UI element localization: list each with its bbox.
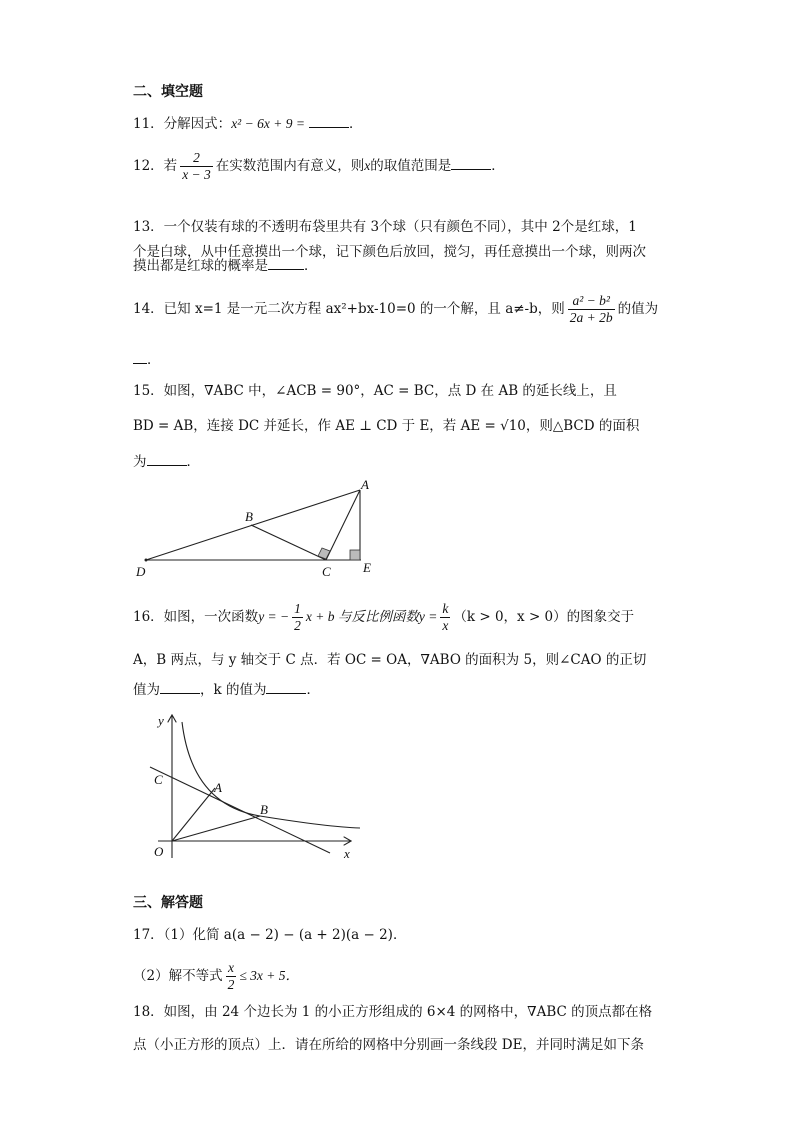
- question-15-line-1: 15．如图，∇ABC 中，∠ACB = 90°，AC = BC，点 D 在 AB 的延长线上，且: [133, 383, 617, 399]
- question-13-line-1: 13．一个仅装有球的不透明布袋里共有 3个球（只有颜色不同），其中 2个是红球，1: [133, 219, 637, 235]
- q12-number: 12．若: [133, 158, 178, 174]
- q14-text: 14．已知 x=1 是一元二次方程 ax²+bx-10=0 的一个解，且 a≠-b，则: [133, 301, 565, 317]
- question-16-line-2: A，B 两点，与 y 轴交于 C 点．若 OC = OA，∇ABO 的面积为 5，则∠CAO 的正切: [133, 652, 647, 668]
- label-b: B: [245, 509, 253, 524]
- point-d: [145, 559, 148, 562]
- q14-fraction: $\frac{\text{a² − b²}}{2a + 2b}$: [569, 293, 613, 325]
- question-14-line-2: ．: [133, 350, 161, 370]
- line-ca: [326, 490, 360, 560]
- question-15-line-2: BD = AB，连接 DC 并延长，作 AE ⊥ CD 于 E，若 AE = √10，则△BCD 的面积: [133, 418, 640, 434]
- question-17-part-2: （2）解不等式 $\frac{x}{2}$ ≤ 3x + 5．: [133, 960, 299, 992]
- line-da: [146, 490, 360, 560]
- question-12: [133, 150, 505, 183]
- q11-text: 分解因式：: [163, 116, 232, 132]
- question-13-line-2: 个是白球，从中任意摸出一个球，记下颜色后放回，搅匀，再任意摸出一个球，则两次: [133, 244, 646, 260]
- q12-var: x: [364, 158, 371, 173]
- q12-fraction: $\frac{2}{x - 3}$: [182, 150, 211, 182]
- question-18-line-2: 点（小正方形的顶点）上．请在所给的网格中分别画一条线段 DE，并同时满足如下条: [133, 1037, 644, 1053]
- q12-text: 在实数范围内有意义，则: [215, 158, 365, 174]
- question-13-line-3: 摸出都是红球的概率是 ．: [133, 258, 318, 274]
- q12-end: ．: [491, 158, 505, 174]
- question-14: [133, 293, 658, 326]
- question-18-line-1: 18．如图，由 24 个边长为 1 的小正方形组成的 6×4 的网格中，∇ABC 的顶点都在格: [133, 1004, 653, 1020]
- right-angle-mark-e: [350, 550, 360, 560]
- question-16-line-3: 值为 ，k 的值为 ．: [133, 682, 320, 698]
- q15-triangle-figure: [130, 478, 390, 580]
- q11-expression: x² − 6x + 9 =: [231, 116, 305, 131]
- question-16-line-1: 16．如图，一次函数y = − $\frac{1}{2}$ x + b 与反比例函数y = $\frac{k}{x}$ （k > 0，x > 0）的图象交于: [133, 601, 635, 633]
- q12-answer-blank[interactable]: [451, 157, 491, 170]
- label-d: D: [136, 564, 146, 579]
- label-e: E: [363, 560, 371, 575]
- q13-answer-blank[interactable]: [268, 257, 304, 270]
- label-c: C: [154, 772, 163, 787]
- question-15-line-3: 为 ．: [133, 454, 200, 470]
- section-title-fill-blank: 二、填空题: [133, 84, 203, 100]
- label-c: C: [322, 564, 331, 579]
- question-11: [133, 114, 362, 134]
- q17-fraction: $\frac{x}{2}$: [227, 960, 235, 992]
- question-17-part-1: 17．（1）化简 a(a − 2) − (a + 2)(a − 2)．: [133, 927, 407, 943]
- q16-answer-blank-2[interactable]: [266, 681, 306, 694]
- label-o: O: [154, 844, 164, 859]
- q16-answer-blank-1[interactable]: [160, 681, 200, 694]
- segment-oa: [172, 788, 215, 841]
- label-y: y: [158, 713, 164, 728]
- q16-fraction-half: $\frac{1}{2}$: [294, 601, 301, 633]
- q14-answer-blank[interactable]: [133, 351, 147, 364]
- q14-text2: 的值为: [617, 301, 659, 317]
- q12-text2: 的取值范围是: [370, 158, 452, 174]
- segment-ob: [172, 816, 260, 841]
- q16-fraction-k-over-x: $\frac{k}{x}$: [442, 601, 449, 633]
- label-x: x: [344, 846, 350, 861]
- q11-answer-blank[interactable]: [309, 115, 349, 128]
- label-a: A: [214, 780, 222, 795]
- q16-function-graph: [140, 710, 370, 865]
- label-a: A: [361, 478, 369, 492]
- q11-end: ．: [348, 116, 363, 132]
- q11-number: 11．: [133, 116, 164, 132]
- label-b: B: [260, 802, 268, 817]
- section-title-solve: 三、解答题: [133, 895, 203, 911]
- q15-answer-blank[interactable]: [147, 453, 187, 466]
- line-bc: [251, 525, 326, 560]
- hyperbola-curve: [182, 722, 360, 828]
